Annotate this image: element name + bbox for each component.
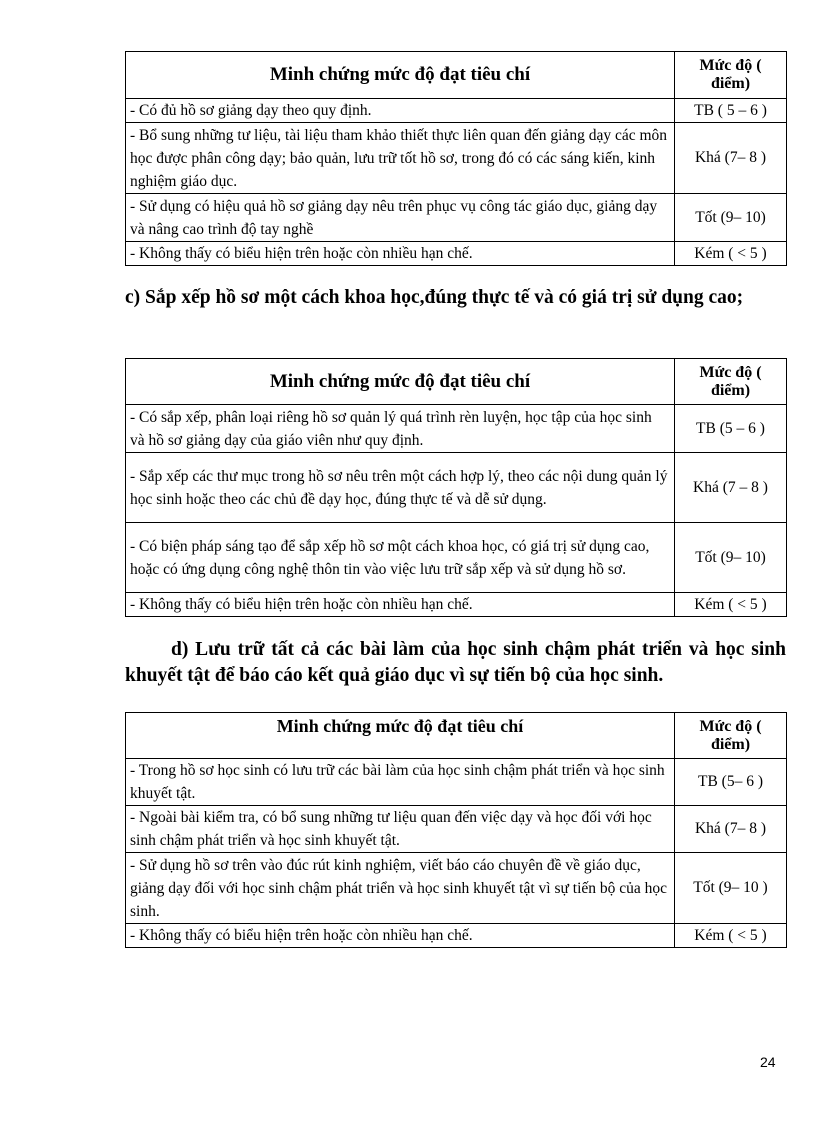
criteria-table-d xyxy=(125,712,787,948)
table-row xyxy=(126,853,787,924)
level-header: Mức độ ( điểm) xyxy=(675,359,787,405)
table-row xyxy=(126,242,787,266)
table-row xyxy=(126,806,787,853)
criteria-cell: - Không thấy có biểu hiện trên hoặc còn nhiều hạn chế. xyxy=(126,242,675,266)
level-cell: TB ( 5 – 6 ) xyxy=(675,99,787,123)
level-cell: Tốt (9– 10) xyxy=(675,523,787,593)
level-cell: Kém ( < 5 ) xyxy=(675,593,787,617)
table-row xyxy=(126,405,787,453)
level-cell: Kém ( < 5 ) xyxy=(675,924,787,948)
table-header-row xyxy=(126,359,787,405)
level-cell: TB (5 – 6 ) xyxy=(675,405,787,453)
criteria-cell: - Bổ sung những tư liệu, tài liệu tham khảo thiết thực liên quan đến giảng dạy các môn học được phân công dạy; bảo quản, lưu trữ tốt hồ sơ, trong đó có các sáng kiến, kinh nghiệm giáo dục. xyxy=(126,123,675,194)
criteria-header: Minh chứng mức độ đạt tiêu chí xyxy=(126,713,675,759)
table-row xyxy=(126,593,787,617)
criteria-table-c xyxy=(125,358,787,617)
level-cell: TB (5– 6 ) xyxy=(675,759,787,806)
level-header: Mức độ ( điểm) xyxy=(675,52,787,99)
criteria-cell: - Có sắp xếp, phân loại riêng hồ sơ quản lý quá trình rèn luyện, học tập của học sinh và hồ sơ giảng dạy của giáo viên như quy định. xyxy=(126,405,675,453)
page-number: 24 xyxy=(760,1054,776,1070)
table-row xyxy=(126,453,787,523)
table-row xyxy=(126,924,787,948)
criteria-cell: - Sử dụng có hiệu quả hồ sơ giảng dạy nêu trên phục vụ công tác giáo dục, giảng dạy và nâng cao trình độ tay nghề xyxy=(126,194,675,242)
criteria-cell: - Sắp xếp các thư mục trong hồ sơ nêu trên một cách hợp lý, theo các nội dung quản lý học sinh hoặc theo các chủ đề dạy học, đúng thực tế và dễ sử dụng. xyxy=(126,453,675,523)
table-row xyxy=(126,99,787,123)
table-row xyxy=(126,194,787,242)
section-c-heading: c) Sắp xếp hồ sơ một cách khoa học,đúng thực tế và có giá trị sử dụng cao; xyxy=(125,287,744,308)
table-row xyxy=(126,523,787,593)
table-row xyxy=(126,759,787,806)
section-d-heading: d) Lưu trữ tất cả các bài làm của học sinh chậm phát triển và học sinh khuyết tật để báo cáo kết quả giáo dục vì sự tiến bộ của học sinh. xyxy=(125,639,786,686)
level-cell: Khá (7 – 8 ) xyxy=(675,453,787,523)
level-cell: Khá (7– 8 ) xyxy=(675,806,787,853)
level-cell: Tốt (9– 10 ) xyxy=(675,853,787,924)
level-cell: Khá (7– 8 ) xyxy=(675,123,787,194)
criteria-cell: - Trong hồ sơ học sinh có lưu trữ các bài làm của học sinh chậm phát triển và học sinh khuyết tật. xyxy=(126,759,675,806)
level-header: Mức độ ( điểm) xyxy=(675,713,787,759)
criteria-cell: - Có đủ hồ sơ giảng dạy theo quy định. xyxy=(126,99,675,123)
criteria-cell: - Có biện pháp sáng tạo để sắp xếp hồ sơ một cách khoa học, có giá trị sử dụng cao, hoặc có ứng dụng công nghệ thôn tin vào việc lưu trữ sắp xếp và sử dụng hồ sơ. xyxy=(126,523,675,593)
criteria-cell: - Không thấy có biểu hiện trên hoặc còn nhiều hạn chế. xyxy=(126,924,675,948)
criteria-cell: - Không thấy có biểu hiện trên hoặc còn nhiều hạn chế. xyxy=(126,593,675,617)
table-header-row xyxy=(126,713,787,759)
criteria-cell: - Sử dụng hồ sơ trên vào đúc rút kinh nghiệm, viết báo cáo chuyên đề về giáo dục, giảng dạy đối với học sinh chậm phát triển và học sinh khuyết tật vì sự tiến bộ của học sinh. xyxy=(126,853,675,924)
criteria-header: Minh chứng mức độ đạt tiêu chí xyxy=(126,359,675,405)
criteria-table-b xyxy=(125,51,787,266)
criteria-header: Minh chứng mức độ đạt tiêu chí xyxy=(126,52,675,99)
level-cell: Kém ( < 5 ) xyxy=(675,242,787,266)
table-header-row xyxy=(126,52,787,99)
criteria-cell: - Ngoài bài kiểm tra, có bổ sung những tư liệu quan đến việc dạy và học đối với học sinh chậm phát triển và học sinh khuyết tật. xyxy=(126,806,675,853)
level-cell: Tốt (9– 10) xyxy=(675,194,787,242)
table-row xyxy=(126,123,787,194)
